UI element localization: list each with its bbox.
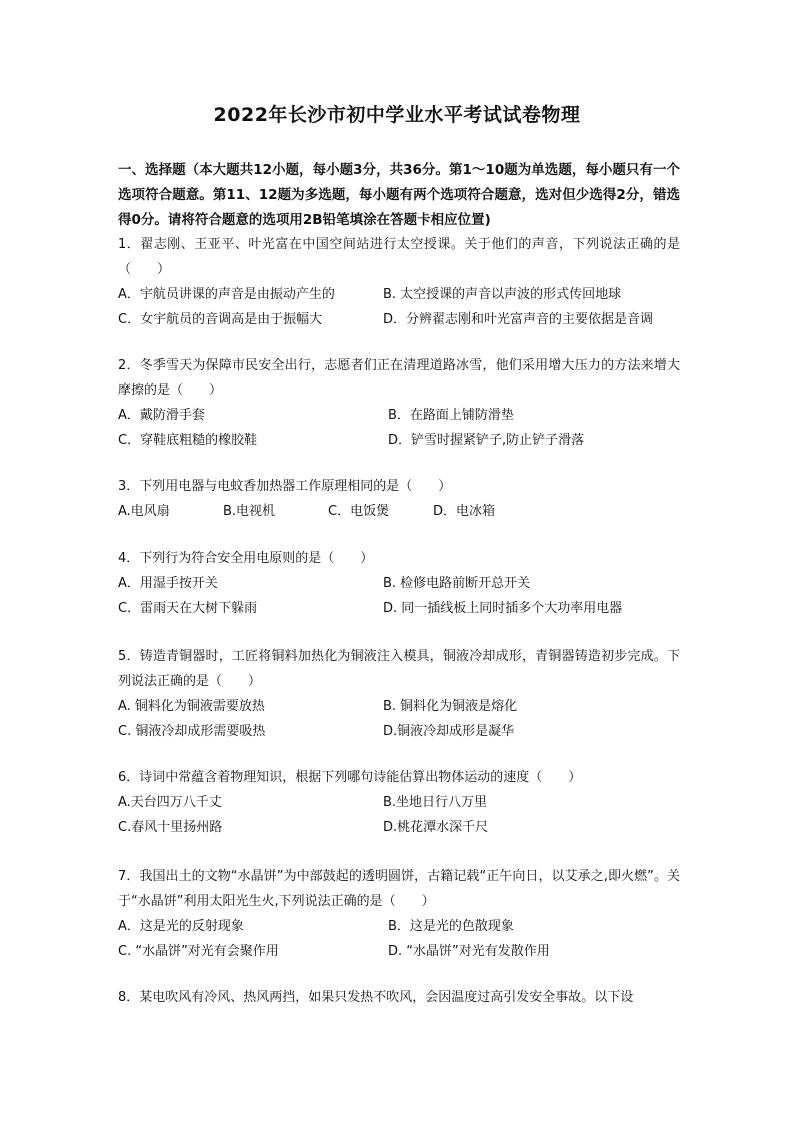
option-row xyxy=(118,939,680,964)
question-2 xyxy=(118,353,680,453)
option-c: C．电饭煲 xyxy=(328,504,390,519)
question-stem: 5．铸造青铜器时，工匠将铜料加热化为铜液注入模具，铜液冷却成形，青铜器铸造初步完成。下列说法正确的是（ ） xyxy=(118,649,680,689)
question-stem: 1．翟志刚、王亚平、叶光富在中国空间站进行太空授课。关于他们的声音，下列说法正确的是（ ） xyxy=(118,237,680,277)
question-stem: 3．下列用电器与电蚊香加热器工作原理相同的是（ ） xyxy=(118,479,452,494)
option-d: D. 同一插线板上同时插多个大功率用电器 xyxy=(383,601,623,616)
option-b: B.电视机 xyxy=(223,504,276,519)
question-3 xyxy=(118,474,680,524)
option-row xyxy=(118,694,680,719)
option-row xyxy=(118,596,680,621)
question-1 xyxy=(118,232,680,332)
option-d: D．铲雪时握紧铲子,防止铲子滑落 xyxy=(388,433,585,448)
option-d: D．电冰箱 xyxy=(433,504,496,519)
option-a: A．这是光的反射现象 xyxy=(118,919,244,934)
option-c: C．女宇航员的音调高是由于振幅大 xyxy=(118,312,323,327)
option-d: D. “水晶饼”对光有发散作用 xyxy=(388,944,550,959)
question-stem: 2．冬季雪天为保障市民安全出行，志愿者们正在清理道路冰雪，他们采用增大压力的方法来增大摩擦的是（ ） xyxy=(118,358,680,398)
option-c: C. 铜液冷却成形需要吸热 xyxy=(118,724,266,739)
question-stem: 4．下列行为符合安全用电原则的是（ ） xyxy=(118,551,374,566)
option-a: A.天台四万八千丈 xyxy=(118,795,222,810)
option-b: B. 太空授课的声音以声波的形式传回地球 xyxy=(383,287,622,302)
option-row xyxy=(118,914,680,939)
option-a: A．用湿手按开关 xyxy=(118,576,218,591)
question-stem: 7．我国出土的文物“水晶饼”为中部鼓起的透明圆饼，古籍记载“正午向日，以艾承之,即火燃”。关于“水晶饼”利用太阳光生火,下列说法正确的是（ ） xyxy=(118,869,680,909)
question-7 xyxy=(118,864,680,964)
question-stem: 8．某电吹风有冷风、热风两挡，如果只发热不吹风，会因温度过高引发安全事故。以下设 xyxy=(118,990,634,1005)
option-a: A.电风扇 xyxy=(118,504,170,519)
exam-title: 2022年长沙市初中学业水平考试试卷物理 xyxy=(213,104,581,126)
option-row xyxy=(118,403,680,428)
option-a: A．戴防滑手套 xyxy=(118,408,205,423)
option-c: C.春风十里扬州路 xyxy=(118,820,223,835)
option-row xyxy=(118,815,680,840)
option-row xyxy=(118,790,680,815)
option-row xyxy=(118,499,680,524)
question-6 xyxy=(118,765,680,840)
option-c: C．雷雨天在大树下躲雨 xyxy=(118,601,258,616)
option-c: C．穿鞋底粗糙的橡胶鞋 xyxy=(118,433,258,448)
section-heading: 一、选择题（本大题共12小题，每小题3分，共36分。第1～10题为单选题，每小题只有一个选项符合题意。第11、12题为多选题，每小题有两个选项符合题意，选对但少选得2分，错选得0分。请将符合题意的选项用2B铅笔填涂在答题卡相应位置) xyxy=(118,162,680,228)
option-d: D.铜液冷却成形是凝华 xyxy=(383,724,515,739)
option-b: B.坐地日行八万里 xyxy=(383,795,488,810)
option-b: B．在路面上铺防滑垫 xyxy=(388,408,514,423)
question-8 xyxy=(118,985,680,1010)
option-b: B. 检修电路前断开总开关 xyxy=(383,576,531,591)
option-a: A. 铜料化为铜液需要放热 xyxy=(118,699,265,714)
question-stem: 6．诗词中常蕴含着物理知识，根据下列哪句诗能估算出物体运动的速度（ ） xyxy=(118,770,582,785)
option-row xyxy=(118,282,680,307)
option-row xyxy=(118,307,680,332)
question-4 xyxy=(118,546,680,621)
option-b: B. 铜料化为铜液是熔化 xyxy=(383,699,518,714)
option-row xyxy=(118,571,680,596)
option-c: C. “水晶饼”对光有会聚作用 xyxy=(118,944,279,959)
option-a: A．宇航员讲课的声音是由振动产生的 xyxy=(118,287,335,302)
option-row xyxy=(118,428,680,453)
option-d: D．分辨翟志刚和叶光富声音的主要依据是音调 xyxy=(383,312,654,327)
option-row xyxy=(118,719,680,744)
question-5 xyxy=(118,644,680,744)
option-d: D.桃花潭水深千尺 xyxy=(383,820,489,835)
option-b: B．这是光的色散现象 xyxy=(388,919,514,934)
